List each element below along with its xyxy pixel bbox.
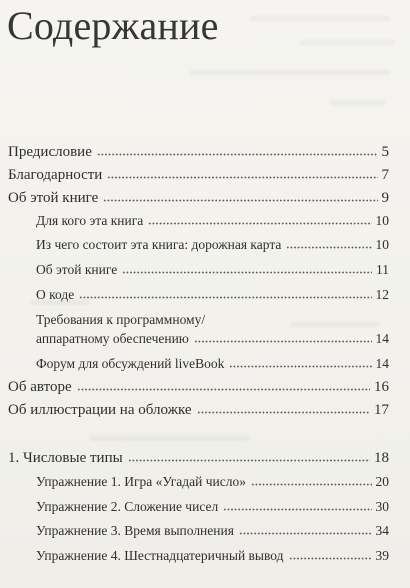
toc-subentry-label-line: Требования к программному/ [36,312,206,327]
toc-entry-page: 5 [381,144,389,160]
toc-subentry [36,212,389,229]
toc-entry [8,189,389,207]
toc-subentry-page: 34 [375,523,389,538]
toc-entry-label: Предисловие [8,144,92,160]
bleed-through-mark [330,100,385,105]
toc-entry-label: Об иллюстрации на обложке [8,402,192,418]
dot-leader [251,483,372,486]
dot-leader [148,222,371,225]
toc-subentry [36,236,389,253]
toc-subentry-page: 39 [375,548,389,563]
toc-subentry-page: 10 [375,237,389,252]
toc-subentry [36,286,389,303]
toc-entry [8,401,389,419]
toc-subentry-page: 11 [376,262,389,277]
toc-entry-page: 17 [374,402,389,418]
toc-entry [8,143,389,161]
toc-subentry-label: Упражнение 2. Сложение чисел [36,499,219,514]
toc-subentry-page: 14 [375,356,389,371]
toc-subentry [36,261,389,278]
toc-subentry-label: Упражнение 1. Игра «Угадай число» [36,474,246,489]
toc-entry-label: Благодарности [8,167,103,183]
toc-entry-page: 16 [374,379,389,395]
dot-leader [79,296,371,299]
toc-entry [8,378,389,396]
bleed-through-mark [190,70,390,75]
toc-subentry-label: Упражнение 4. Шестнадцатеричный вывод [36,548,284,563]
dot-leader [194,340,372,343]
dot-leader [97,153,378,156]
toc-subentry-label: Упражнение 3. Время выполнения [36,523,234,538]
toc-subentry-label-line: аппаратному обеспечению [36,331,189,346]
toc-chapter [8,449,389,467]
dot-leader [103,199,377,202]
toc-entry-label: Об этой книге [8,190,99,206]
dot-leader [223,508,371,511]
toc-chapter-label: 1. Числовые типы [8,450,123,466]
toc-subentry-page: 30 [375,499,389,514]
toc-subentry-label: Для кого эта книга [36,213,144,228]
dot-leader [239,532,372,535]
dot-leader [229,365,371,368]
dot-leader [197,411,370,414]
toc-subentry-page: 12 [375,287,389,302]
toc-subentry-label: О коде [36,287,75,302]
toc-subentry-last-line [36,329,389,348]
toc-subentry [36,547,389,564]
toc-entry [8,166,389,184]
toc-subentry-page: 14 [375,331,389,346]
toc-subentry-page: 20 [375,474,389,489]
toc-chapter-page: 18 [374,450,389,466]
dot-leader [77,388,370,391]
bleed-through-mark [300,40,395,45]
toc-subentry [36,498,389,515]
dot-leader [128,459,370,462]
dot-leader [122,271,372,274]
dot-leader [107,176,377,179]
toc-subentry [36,522,389,539]
dot-leader [286,246,371,249]
toc-subentry-label: Из чего состоит эта книга: дорожная карта [36,237,282,252]
toc-subentry [36,473,389,490]
bleed-through-mark [90,436,250,441]
toc-subentry-page: 10 [375,213,389,228]
toc-subentry-label: Форум для обсуждений liveBook [36,356,225,371]
page-title: Содержание [7,3,219,48]
bleed-through-mark [250,16,390,21]
toc-entry-page: 9 [381,190,389,206]
toc-subentry-label: Об этой книге [36,262,118,277]
toc-subentry [36,310,389,348]
dot-leader [289,557,372,560]
toc-entry-label: Об авторе [8,379,72,395]
toc-entry-page: 7 [381,167,389,183]
toc-subentry [36,355,389,372]
